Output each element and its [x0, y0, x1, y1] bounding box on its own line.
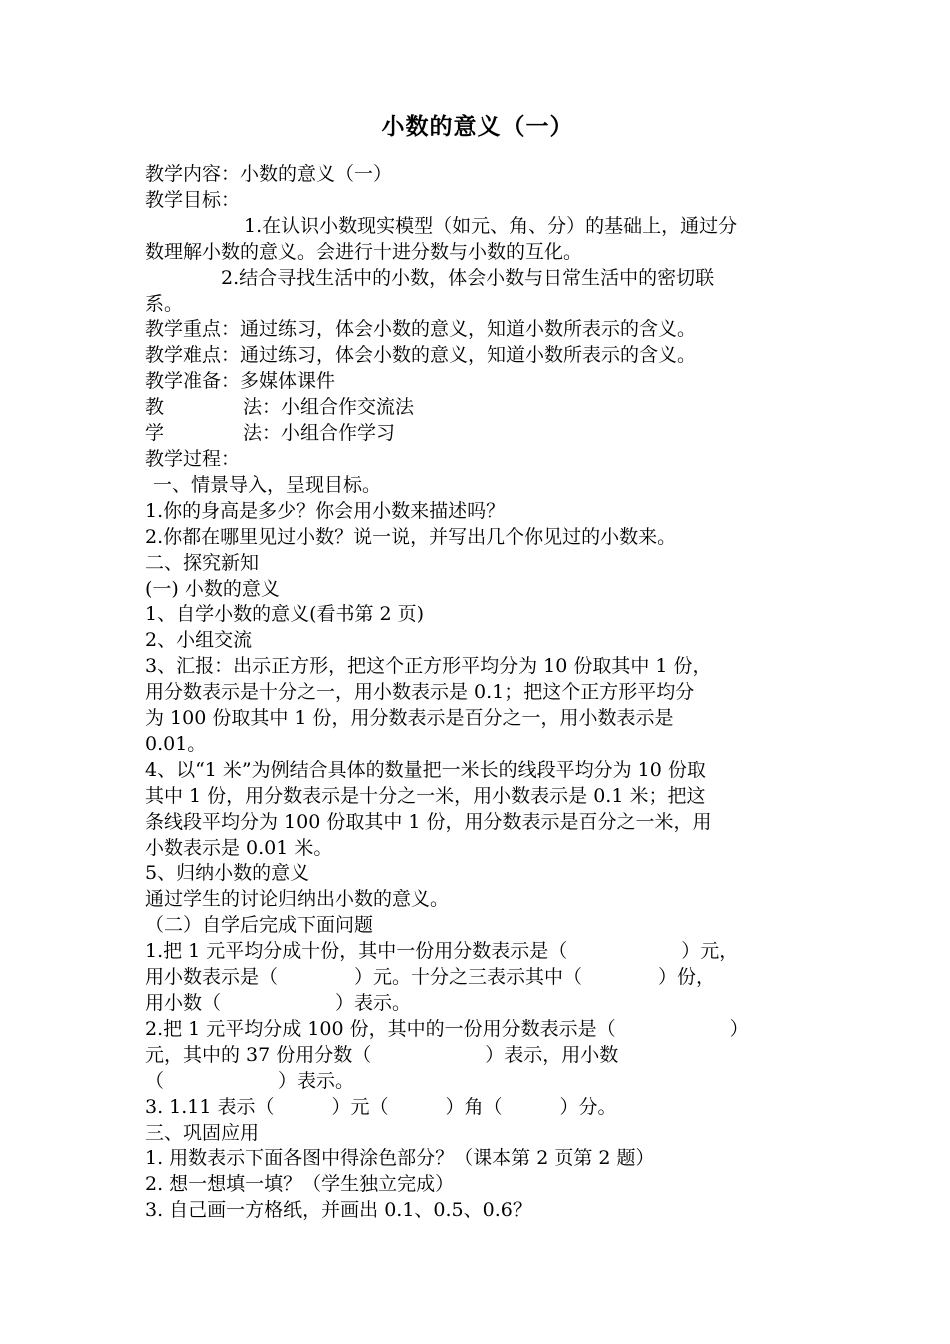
- section-3-heading: 三、巩固应用: [145, 1121, 260, 1144]
- practice-item-3: 3. 自己画一方格纸，并画出 0.1、0.5、0.6？: [145, 1199, 532, 1222]
- teaching-difficulty-line: 教学难点：通过练习，体会小数的意义，知道小数所表示的含义。: [145, 344, 697, 367]
- learning-method-value: 法：小组合作学习: [243, 422, 396, 445]
- teaching-content-line: 教学内容：小数的意义（一）: [145, 163, 393, 185]
- explore-step-5-detail: 通过学生的讨论归纳出小数的意义。: [145, 888, 450, 911]
- explore-step-1: 1、自学小数的意义(看书第 2 页): [145, 603, 425, 626]
- goal-1-line-2: 数理解小数的意义。会进行十进分数与小数的互化。: [145, 240, 583, 263]
- explore-step-3-line-3: 为 100 份取其中 1 份，用分数表示是百分之一，用小数表示是: [145, 707, 674, 730]
- explore-step-3-line-2: 用分数表示是十分之一，用小数表示是 0.1；把这个正方形平均分: [145, 681, 695, 704]
- exercise-2-line-2: 元，其中的 37 份用分数（ ）表示，用小数: [145, 1043, 619, 1066]
- practice-item-2: 2. 想一想填一填？（学生独立完成）: [145, 1173, 455, 1196]
- section-2-heading: 二、探究新知: [145, 551, 260, 574]
- teaching-method-label: 教: [145, 396, 165, 419]
- teaching-goals-heading: 教学目标：: [145, 188, 241, 211]
- explore-step-5: 5、归纳小数的意义: [145, 862, 310, 885]
- exercise-3: 3. 1.11 表示（ ）元（ ）角（ ）分。: [145, 1095, 617, 1118]
- intro-question-1: 1.你的身高是多少？你会用小数来描述吗？: [145, 499, 506, 522]
- intro-question-2: 2.你都在哪里见过小数？说一说，并写出几个你见过的小数来。: [145, 525, 677, 548]
- exercise-2-line-3: （ ）表示。: [145, 1069, 355, 1092]
- learning-method-line: [145, 421, 810, 447]
- exercise-2-line-1: 2.把 1 元平均分成 100 份，其中的一份用分数表示是（ ）: [145, 1017, 749, 1040]
- document-title: 小数的意义（一）: [381, 114, 574, 140]
- goal-2-line-2: 系。: [145, 292, 184, 315]
- section-1-heading: 一、情景导入，呈现目标。: [153, 473, 382, 496]
- explore-step-3-line-4: 0.01。: [145, 732, 207, 755]
- teaching-method-line: [145, 395, 810, 421]
- practice-item-1: 1. 用数表示下面各图中得涂色部分？（课本第 2 页第 2 题）: [145, 1147, 655, 1170]
- subsection-2-heading: （二）自学后完成下面问题: [145, 914, 374, 937]
- exercise-1-line-2: 用小数表示是（ ）元。十分之三表示其中（ ）份，: [145, 966, 716, 989]
- exercise-1-line-1: 1.把 1 元平均分成十份，其中一份用分数表示是（ ）元，: [145, 940, 739, 963]
- explore-step-2: 2、小组交流: [145, 629, 253, 652]
- goal-1-line-1: 1.在认识小数现实模型（如元、角、分）的基础上，通过分: [244, 214, 738, 237]
- learning-method-label: 学: [145, 422, 165, 445]
- explore-step-4-line-3: 条线段平均分为 100 份取其中 1 份，用分数表示是百分之一米，用: [145, 810, 712, 833]
- teaching-preparation-line: 教学准备：多媒体课件: [145, 370, 336, 393]
- explore-step-4-line-4: 小数表示是 0.01 米。: [145, 836, 333, 859]
- document-page: [145, 112, 810, 1224]
- subsection-1-heading: (一) 小数的意义: [145, 577, 280, 600]
- exercise-1-line-3: 用小数（ ）表示。: [145, 992, 412, 1014]
- goal-2-line-1: 2.结合寻找生活中的小数，体会小数与日常生活中的密切联: [221, 266, 715, 289]
- teaching-process-heading: 教学过程：: [145, 447, 241, 470]
- teaching-focus-line: 教学重点：通过练习，体会小数的意义，知道小数所表示的含义。: [145, 318, 697, 341]
- explore-step-3-line-1: 3、汇报：出示正方形，把这个正方形平均分为 10 份取其中 1 份，: [145, 655, 712, 678]
- explore-step-4-line-2: 其中 1 份，用分数表示是十分之一米，用小数表示是 0.1 米；把这: [145, 784, 706, 807]
- explore-step-4-line-1: 4、以“1 米”为例结合具体的数量把一米长的线段平均分为 10 份取: [145, 758, 706, 781]
- teaching-method-value: 法：小组合作交流法: [243, 396, 415, 419]
